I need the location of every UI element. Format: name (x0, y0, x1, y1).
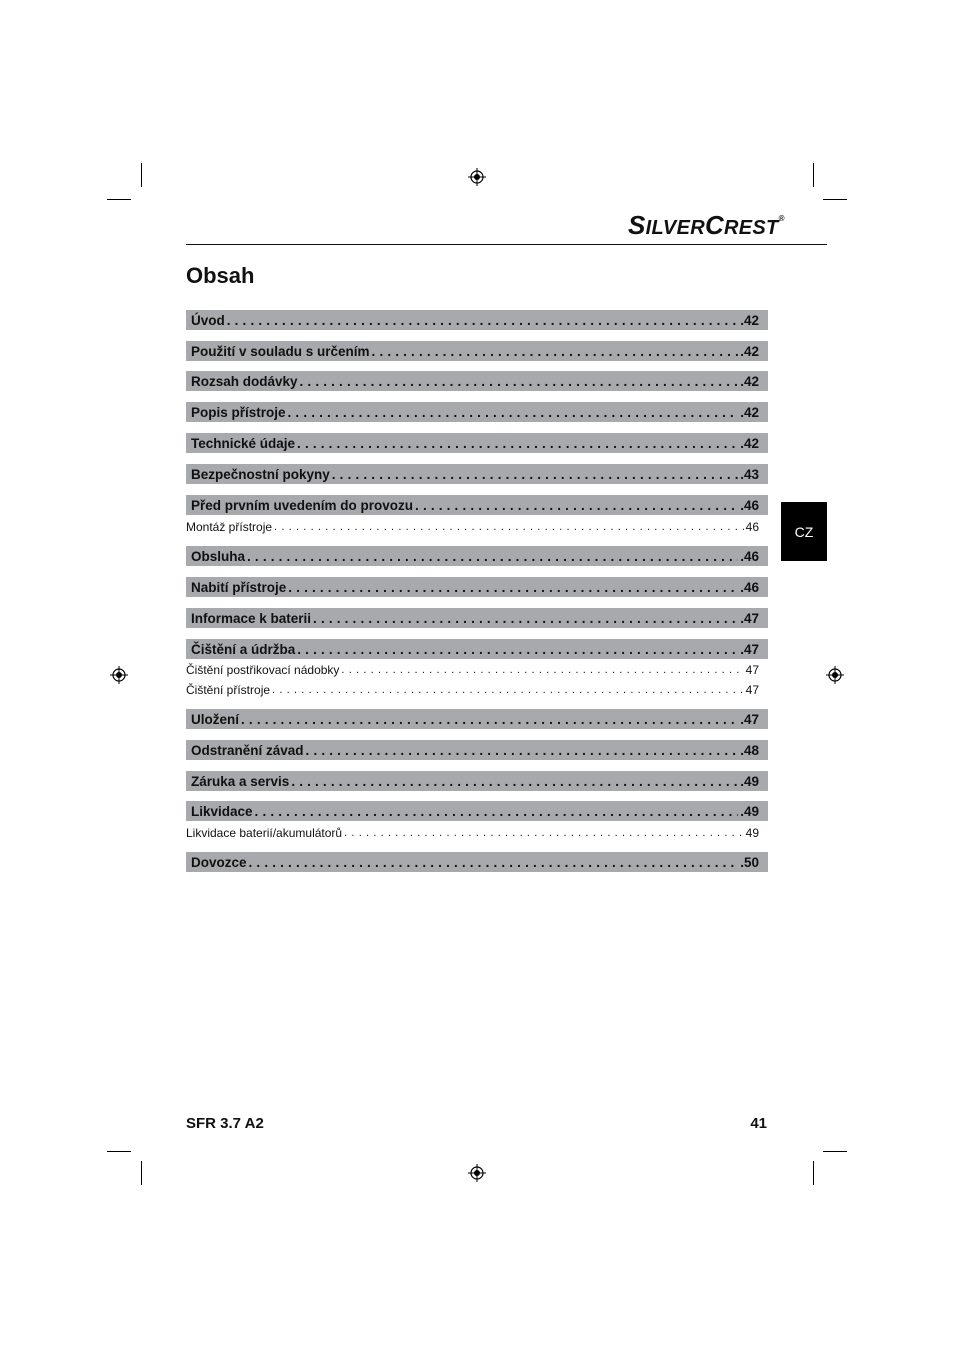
toc-page-number: .46 (740, 548, 759, 564)
toc-page-number: .42 (740, 435, 759, 451)
dot-leader (372, 344, 739, 359)
dot-leader (274, 521, 744, 533)
toc-section-row[interactable] (186, 608, 768, 628)
toc-page-number: .43 (740, 466, 759, 482)
header-rule (186, 244, 827, 245)
toc-section-row[interactable] (186, 546, 768, 566)
toc-page-number: .42 (740, 343, 759, 359)
model-number: SFR 3.7 A2 (186, 1115, 264, 1132)
toc-section-row[interactable] (186, 639, 768, 659)
toc-entry-label: Odstranění závad (191, 742, 304, 758)
crop-mark (107, 199, 131, 200)
toc-entry-label: Popis přístroje (191, 404, 286, 420)
toc-section-row[interactable] (186, 310, 768, 330)
toc-entry-label: Likvidace baterií/akumulátorů (186, 826, 343, 840)
registration-mark-icon (468, 1164, 486, 1182)
page-number: 41 (750, 1115, 767, 1132)
crop-mark (107, 1151, 131, 1152)
registration-mark-icon (468, 168, 486, 186)
toc-entry-label: Likvidace (191, 803, 253, 819)
toc-page-number: .42 (740, 373, 759, 389)
page-title: Obsah (186, 263, 255, 288)
crop-mark (823, 1151, 847, 1152)
dot-leader (255, 804, 739, 819)
dot-leader (241, 712, 738, 727)
toc-section-row[interactable] (186, 402, 768, 422)
crop-mark (813, 1161, 814, 1185)
toc-page-number: 46 (745, 520, 759, 534)
toc-page-number: .47 (740, 641, 759, 657)
toc-section-row[interactable] (186, 709, 768, 729)
registration-mark-icon (826, 666, 844, 684)
dot-leader (247, 549, 738, 564)
toc-section-row[interactable] (186, 852, 768, 872)
toc-section-row[interactable] (186, 371, 768, 391)
toc-section-row[interactable] (186, 341, 768, 361)
language-tab: CZ (781, 502, 827, 561)
toc-page-number: 49 (745, 826, 759, 840)
crop-mark (141, 163, 142, 187)
toc-entry-label: Nabití přístroje (191, 579, 287, 595)
toc-section-row[interactable] (186, 771, 768, 791)
toc-subsection-row[interactable] (186, 680, 768, 700)
toc-entry-label: Čištění a údržba (191, 641, 296, 657)
crop-mark (141, 1161, 142, 1185)
toc-page-number: 47 (745, 663, 759, 677)
toc-entry-label: Technické údaje (191, 435, 296, 451)
toc-page-number: .42 (740, 312, 759, 328)
dot-leader (297, 642, 738, 657)
toc-entry-label: Použití v souladu s určením (191, 343, 370, 359)
toc-entry-label: Bezpečnostní pokyny (191, 466, 330, 482)
dot-leader (288, 405, 739, 420)
dot-leader (297, 436, 738, 451)
toc-section-row[interactable] (186, 433, 768, 453)
registration-mark-icon (110, 666, 128, 684)
toc-section-row[interactable] (186, 495, 768, 515)
dot-leader (300, 374, 739, 389)
toc-page-number: .47 (740, 711, 759, 727)
toc-page-number: .50 (740, 854, 759, 870)
dot-leader (291, 774, 738, 789)
toc-section-row[interactable] (186, 740, 768, 760)
toc-page-number: .47 (740, 610, 759, 626)
toc-page-number: .49 (740, 773, 759, 789)
toc-page-number: .42 (740, 404, 759, 420)
crop-mark (813, 163, 814, 187)
toc-entry-label: Čištění přístroje (186, 683, 271, 697)
dot-leader (332, 467, 738, 482)
toc-page-number: .48 (740, 742, 759, 758)
toc-entry-label: Rozsah dodávky (191, 373, 298, 389)
dot-leader (272, 684, 744, 696)
toc-entry-label: Informace k baterii (191, 610, 312, 626)
toc-entry-label: Čištění postřikovací nádobky (186, 663, 340, 677)
toc-page-number: 47 (745, 683, 759, 697)
dot-leader (344, 827, 744, 839)
dot-leader (227, 313, 738, 328)
toc-page-number: .49 (740, 803, 759, 819)
toc-section-row[interactable] (186, 577, 768, 597)
toc-entry-label: Uložení (191, 711, 240, 727)
toc-entry-label: Záruka a servis (191, 773, 290, 789)
toc-entry-label: Úvod (191, 312, 225, 328)
toc-subsection-row[interactable] (186, 517, 768, 537)
toc-section-row[interactable] (186, 801, 768, 821)
toc-entry-label: Obsluha (191, 548, 246, 564)
toc-subsection-row[interactable] (186, 823, 768, 843)
toc-page-number: .46 (740, 497, 759, 513)
toc-section-row[interactable] (186, 464, 768, 484)
dot-leader (306, 743, 739, 758)
toc-entry-label: Montáž přístroje (186, 520, 273, 534)
dot-leader (415, 498, 738, 513)
dot-leader (341, 664, 743, 676)
toc-entry-label: Dovozce (191, 854, 247, 870)
dot-leader (288, 580, 738, 595)
dot-leader (313, 611, 738, 626)
brand-logo: SILVERCREST® (628, 210, 785, 240)
crop-mark (823, 199, 847, 200)
dot-leader (249, 855, 739, 870)
toc-entry-label: Před prvním uvedením do provozu (191, 497, 414, 513)
toc-page-number: .46 (740, 579, 759, 595)
toc-subsection-row[interactable] (186, 660, 768, 680)
